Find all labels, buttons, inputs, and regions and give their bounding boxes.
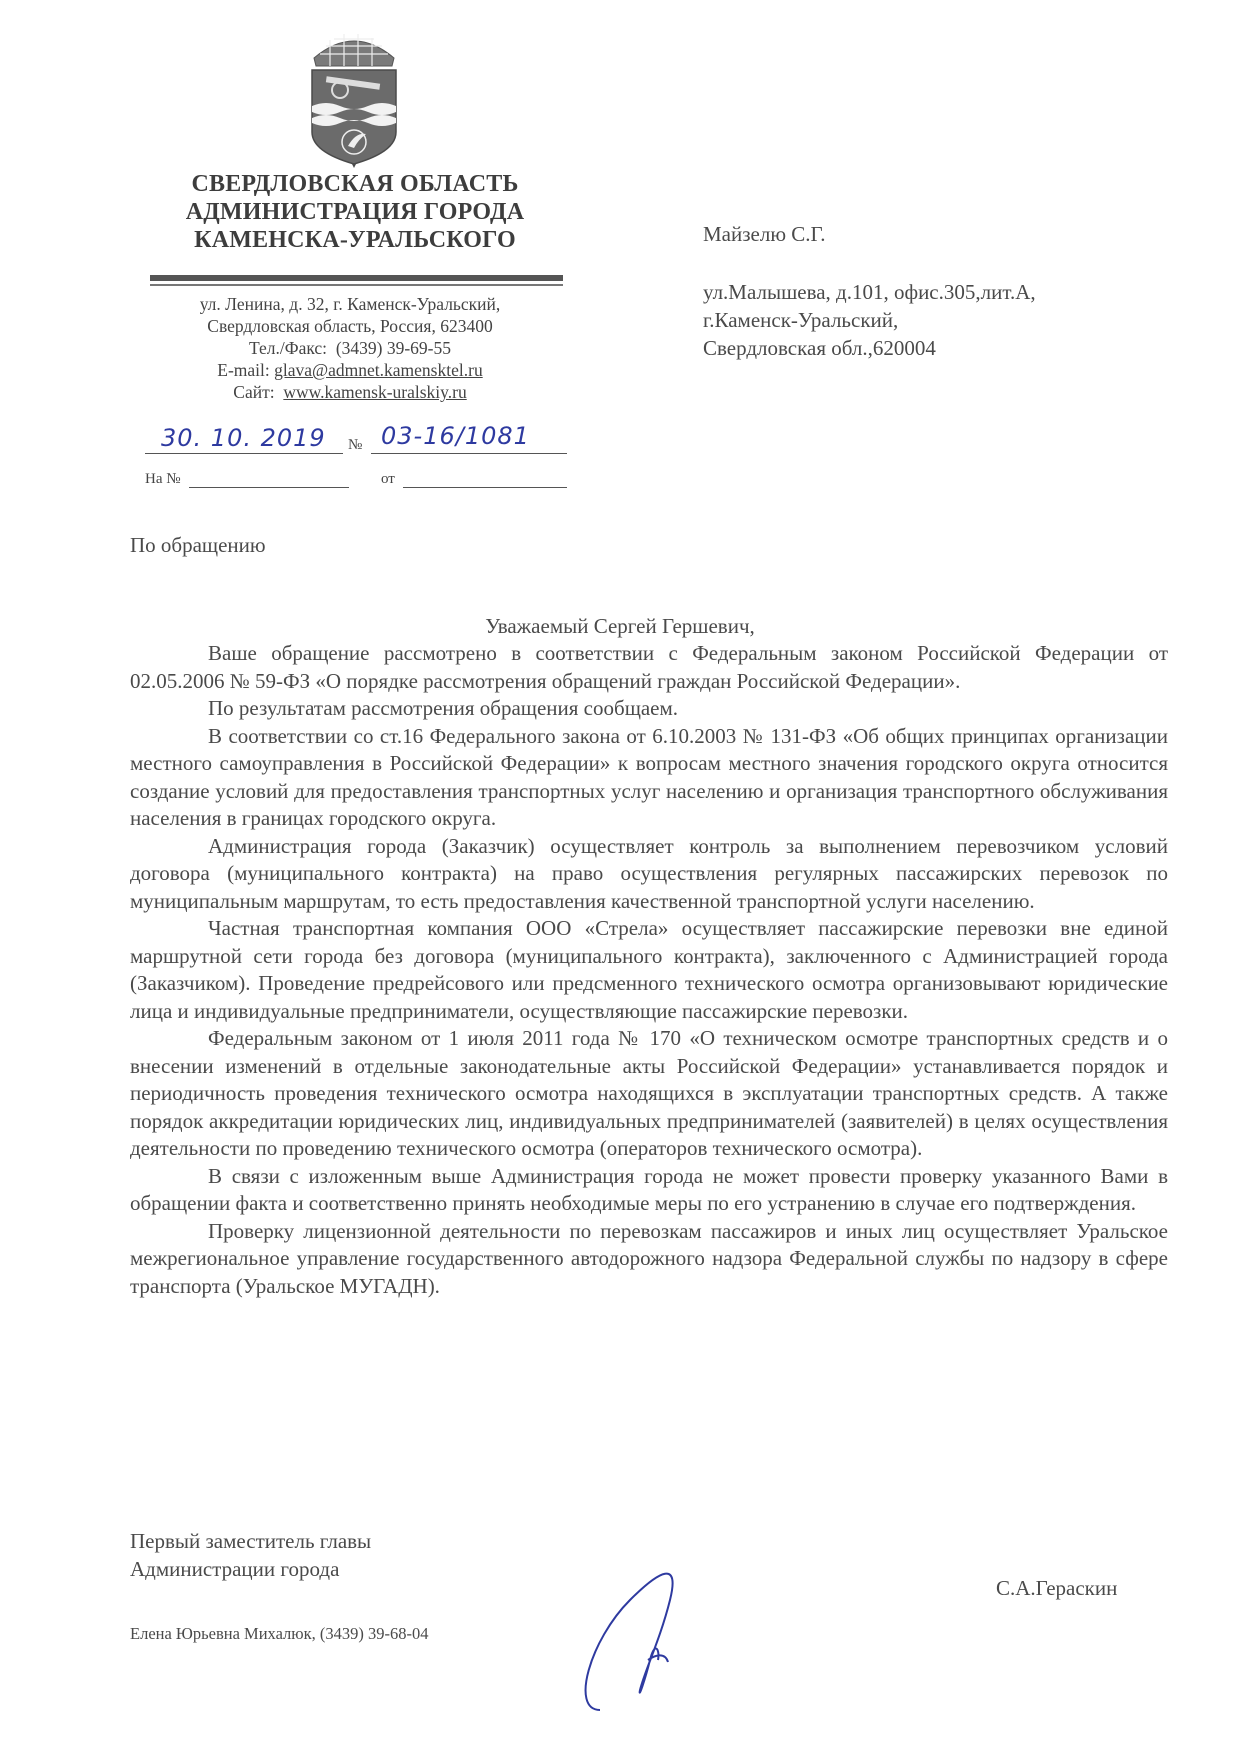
signatory-title-line-2: Администрации города: [130, 1557, 340, 1581]
signatory-title-line-1: Первый заместитель главы: [130, 1529, 372, 1553]
paragraph: Федеральным законом от 1 июля 2011 года № 170 «О техническом осмотре транспортных средств и о внесении изменений в отдельные законодательные акты Российской Федерации» устанавливается порядок и периодичность проведения технического осмотра находящихся в эксплуатации транспортных средств. А также порядок аккредитации юридических лиц, индивидуальных предпринимателей (заявителей) в целях осуществления деятельности по проведению технического осмотра (операторов технического осмотра).: [130, 1026, 1168, 1160]
org-line-administration: АДМИНИСТРАЦИЯ ГОРОДА: [185, 199, 525, 225]
org-line-city: КАМЕНСКА-УРАЛЬСКОГО: [194, 227, 516, 253]
address-line-1: ул. Ленина, д. 32, г. Каменск-Уральский,: [199, 294, 501, 314]
paragraph: Ваше обращение рассмотрено в соответствии с Федеральным законом Российской Федерации от 02.05.2006 № 59-ФЗ «О порядке рассмотрения обращений граждан Российской Федерации».: [130, 641, 1168, 693]
number-sign: №: [348, 437, 363, 453]
recipient-name: Майзелю С.Г.: [703, 222, 826, 246]
site-link[interactable]: www.kamensk-uralskiy.ru: [283, 382, 467, 402]
registration-row: [145, 422, 565, 458]
signatory-name: С.А.Гераскин: [996, 1576, 1118, 1600]
recipient-address-line: Свердловская обл.,620004: [703, 336, 936, 360]
site-label: Сайт:: [233, 382, 275, 402]
letterhead-divider: [150, 275, 563, 281]
email-link[interactable]: glava@admnet.kamensktel.ru: [274, 360, 483, 380]
email-label: E-mail:: [217, 360, 270, 380]
executor-contact: Елена Юрьевна Михалюк, (3439) 39-68-04: [130, 1624, 429, 1643]
site-line: [150, 381, 550, 403]
ref-from-label: от: [381, 471, 395, 487]
letterhead-contacts: [150, 293, 550, 403]
salutation: Уважаемый Сергей Гершевич,: [485, 614, 755, 638]
handwritten-signature-icon: [560, 1560, 710, 1720]
reference-row: [145, 466, 565, 490]
date-underline: [145, 453, 343, 454]
recipient-address-line: ул.Малышева, д.101, офис.305,лит.А,: [703, 280, 1036, 304]
phone-value: (3439) 39-69-55: [335, 338, 451, 358]
number-underline: [371, 453, 567, 454]
phone-label: Тел./Факс:: [249, 338, 328, 358]
phone-line: [150, 337, 550, 359]
registration-date: 30. 10. 2019: [161, 424, 326, 452]
subject-line: По обращению: [130, 533, 266, 557]
org-line-region: СВЕРДЛОВСКАЯ ОБЛАСТЬ: [191, 171, 519, 197]
ref-number-label: На №: [145, 471, 181, 487]
recipient-address-line: г.Каменск-Уральский,: [703, 308, 899, 332]
ref-from-field: [403, 487, 567, 488]
paragraph: В соответствии со ст.16 Федерального закона от 6.10.2003 № 131-ФЗ «Об общих принципах организации местного самоуправления в Российской Федерации» к вопросам местного значения городского округа относится создание условий для предоставления транспортных услуг населению и организация транспортного обслуживания населения в границах городского округа.: [130, 723, 1168, 830]
ref-number-field: [189, 487, 349, 488]
signatory-title: [130, 1527, 371, 1583]
address-line-2: Свердловская область, Россия, 623400: [207, 316, 493, 336]
organization-name: [150, 170, 560, 254]
registration-number: 03-16/1081: [381, 422, 530, 450]
letterhead-divider-thin: [150, 284, 563, 286]
paragraph: В связи с изложенным выше Администрация города не может провести проверку указанного Вами в обращении факта и соответственно принять необходимые меры по его устранению в случае его подтверждения.: [130, 1163, 1168, 1215]
paragraph: По результатам рассмотрения обращения сообщаем.: [208, 696, 679, 720]
email-line: [150, 359, 550, 381]
paragraph: Администрация города (Заказчик) осуществляет контроль за выполнением перевозчиком условий договора (муниципального контракта) на право осуществления регулярных пассажирских перевозок по муниципальным маршрутам, то есть предоставления качественной транспортной услуги населению.: [130, 833, 1168, 913]
recipient-address: [703, 278, 1036, 362]
paragraph: Проверку лицензионной деятельности по перевозкам пассажиров и иных лиц осуществляет Уральское межрегиональное управление государственного автодорожного надзора Федеральной службы по надзору в сфере транспорта (Уральское МУГАДН).: [130, 1218, 1168, 1298]
letter-body: [130, 640, 1168, 1300]
coat-of-arms-icon: [300, 28, 408, 168]
paragraph: Частная транспортная компания ООО «Стрела» осуществляет пассажирские перевозки вне единой маршрутной сети города без договора (муниципального контракта), заключенного с Администрацией города (Заказчиком). Проведение предрейсового или предсменного технического осмотра организовывают юридические лица и индивидуальные предприниматели, осуществляющие пассажирские перевозки.: [130, 916, 1168, 1023]
